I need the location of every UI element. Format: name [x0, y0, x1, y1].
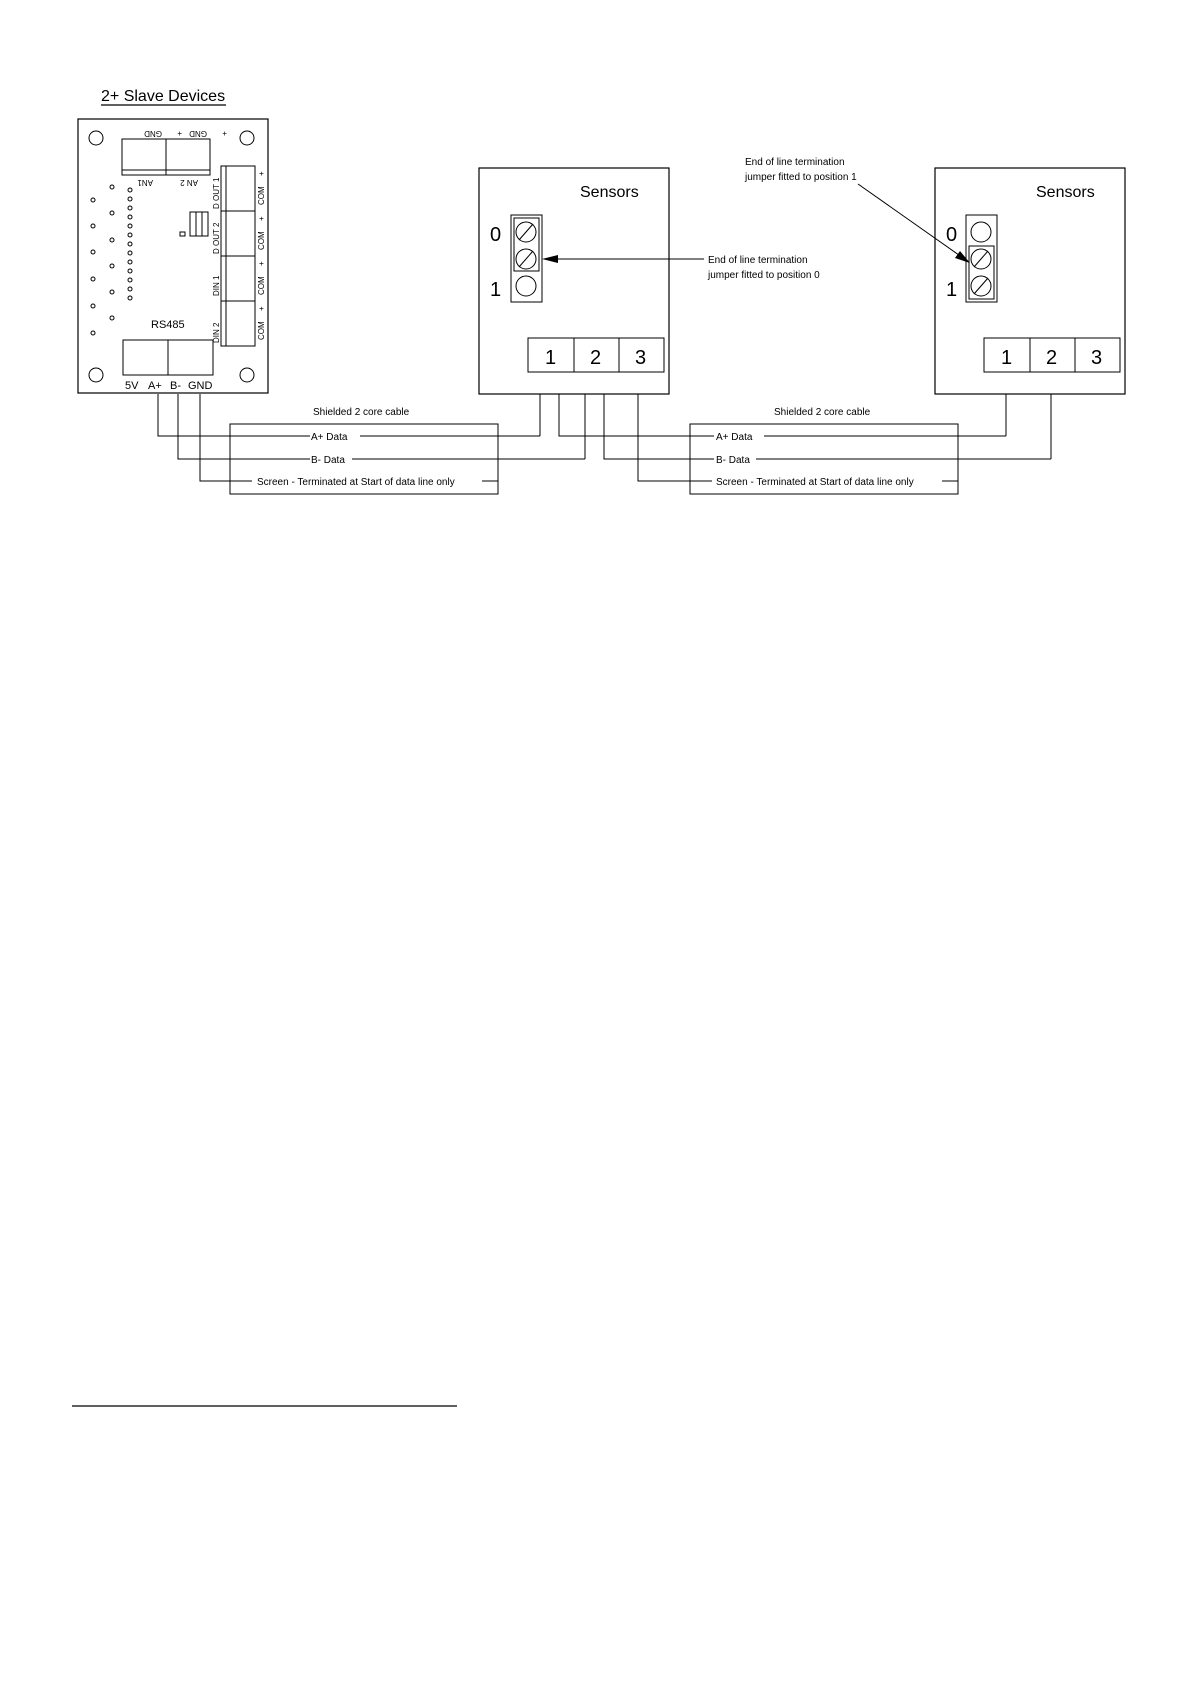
sensor-2-terminal-2: 2	[1046, 347, 1058, 369]
sensor-2-jumper-label-0: 0	[946, 224, 958, 246]
cable-1-screen-wire	[200, 394, 252, 481]
terminal-label-plus: +	[177, 129, 182, 138]
dout1-label: D OUT 1	[212, 177, 221, 209]
sensor-2-jumper-label-1: 1	[946, 279, 958, 301]
cable-2-screen-wire	[638, 394, 712, 481]
cable-2-title: Shielded 2 core cable	[774, 407, 871, 418]
cable-2-a-wire	[559, 394, 714, 436]
plus-label: +	[257, 306, 266, 311]
plus-label: +	[257, 261, 266, 266]
cable-1-b-wire	[178, 394, 310, 459]
rs485-pin-5v: 5V	[125, 380, 139, 392]
rs485-pin-b-minus: B-	[170, 380, 181, 392]
cable-1-screen-label: Screen - Terminated at Start of data line only	[257, 477, 455, 488]
callout-1-line1: End of line termination	[708, 255, 808, 266]
com-label: COM	[257, 186, 266, 205]
sensor-1-jumper-label-1: 1	[490, 279, 502, 301]
rs485-pin-a-plus: A+	[148, 380, 162, 392]
com-label: COM	[257, 276, 266, 295]
sensor-1-title: Sensors	[580, 184, 639, 201]
dout2-label: D OUT 2	[212, 222, 221, 254]
an2-label: AN 2	[180, 178, 198, 187]
cable-2-b-label: B- Data	[716, 455, 750, 466]
com-label: COM	[257, 231, 266, 250]
sensor-1-terminal-1: 1	[545, 347, 557, 369]
din1-label: DIN 1	[212, 275, 221, 296]
an1-label: AN1	[137, 178, 153, 187]
cable-1	[158, 394, 585, 494]
cable-1-a-wire	[158, 394, 310, 436]
rs485-label: RS485	[151, 319, 185, 331]
sensor-1-terminal-3: 3	[635, 347, 647, 369]
cable-2-screen-label: Screen - Terminated at Start of data line only	[716, 477, 914, 488]
terminal-label-plus: +	[222, 129, 227, 138]
cable-2-a-label: A+ Data	[716, 432, 753, 443]
sensor-1-jumper-label-0: 0	[490, 224, 502, 246]
sensor-2-title: Sensors	[1036, 184, 1095, 201]
cable-2-b-wire	[604, 394, 714, 459]
plus-label: +	[257, 216, 266, 221]
cable-1-a-label: A+ Data	[311, 432, 348, 443]
sensor-2-terminal-3: 3	[1091, 347, 1103, 369]
an1-label-wrap	[137, 178, 153, 187]
callout-1-line2: jumper fitted to position 0	[708, 270, 820, 281]
callout-2-line2: jumper fitted to position 1	[745, 172, 857, 183]
rs485-pin-gnd: GND	[188, 380, 213, 392]
sensor-box-1	[479, 168, 669, 394]
sensor-1-terminal-2: 2	[590, 347, 602, 369]
terminal-label-gnd: GND	[189, 129, 207, 138]
sensor-box-2	[935, 168, 1125, 394]
controller-board	[78, 119, 268, 393]
com-label: COM	[257, 321, 266, 340]
sensor-2-terminal-1: 1	[1001, 347, 1013, 369]
plus-label: +	[257, 171, 266, 176]
terminal-label-gnd: GND	[144, 129, 162, 138]
diagram-title: 2+ Slave Devices	[101, 88, 226, 105]
din2-label: DIN 2	[212, 322, 221, 343]
cable-1-b-label: B- Data	[311, 455, 345, 466]
cable-2	[559, 394, 1051, 494]
cable-1-title: Shielded 2 core cable	[313, 407, 410, 418]
an2-label-wrap	[180, 178, 198, 187]
callout-2-line1: End of line termination	[745, 157, 845, 168]
